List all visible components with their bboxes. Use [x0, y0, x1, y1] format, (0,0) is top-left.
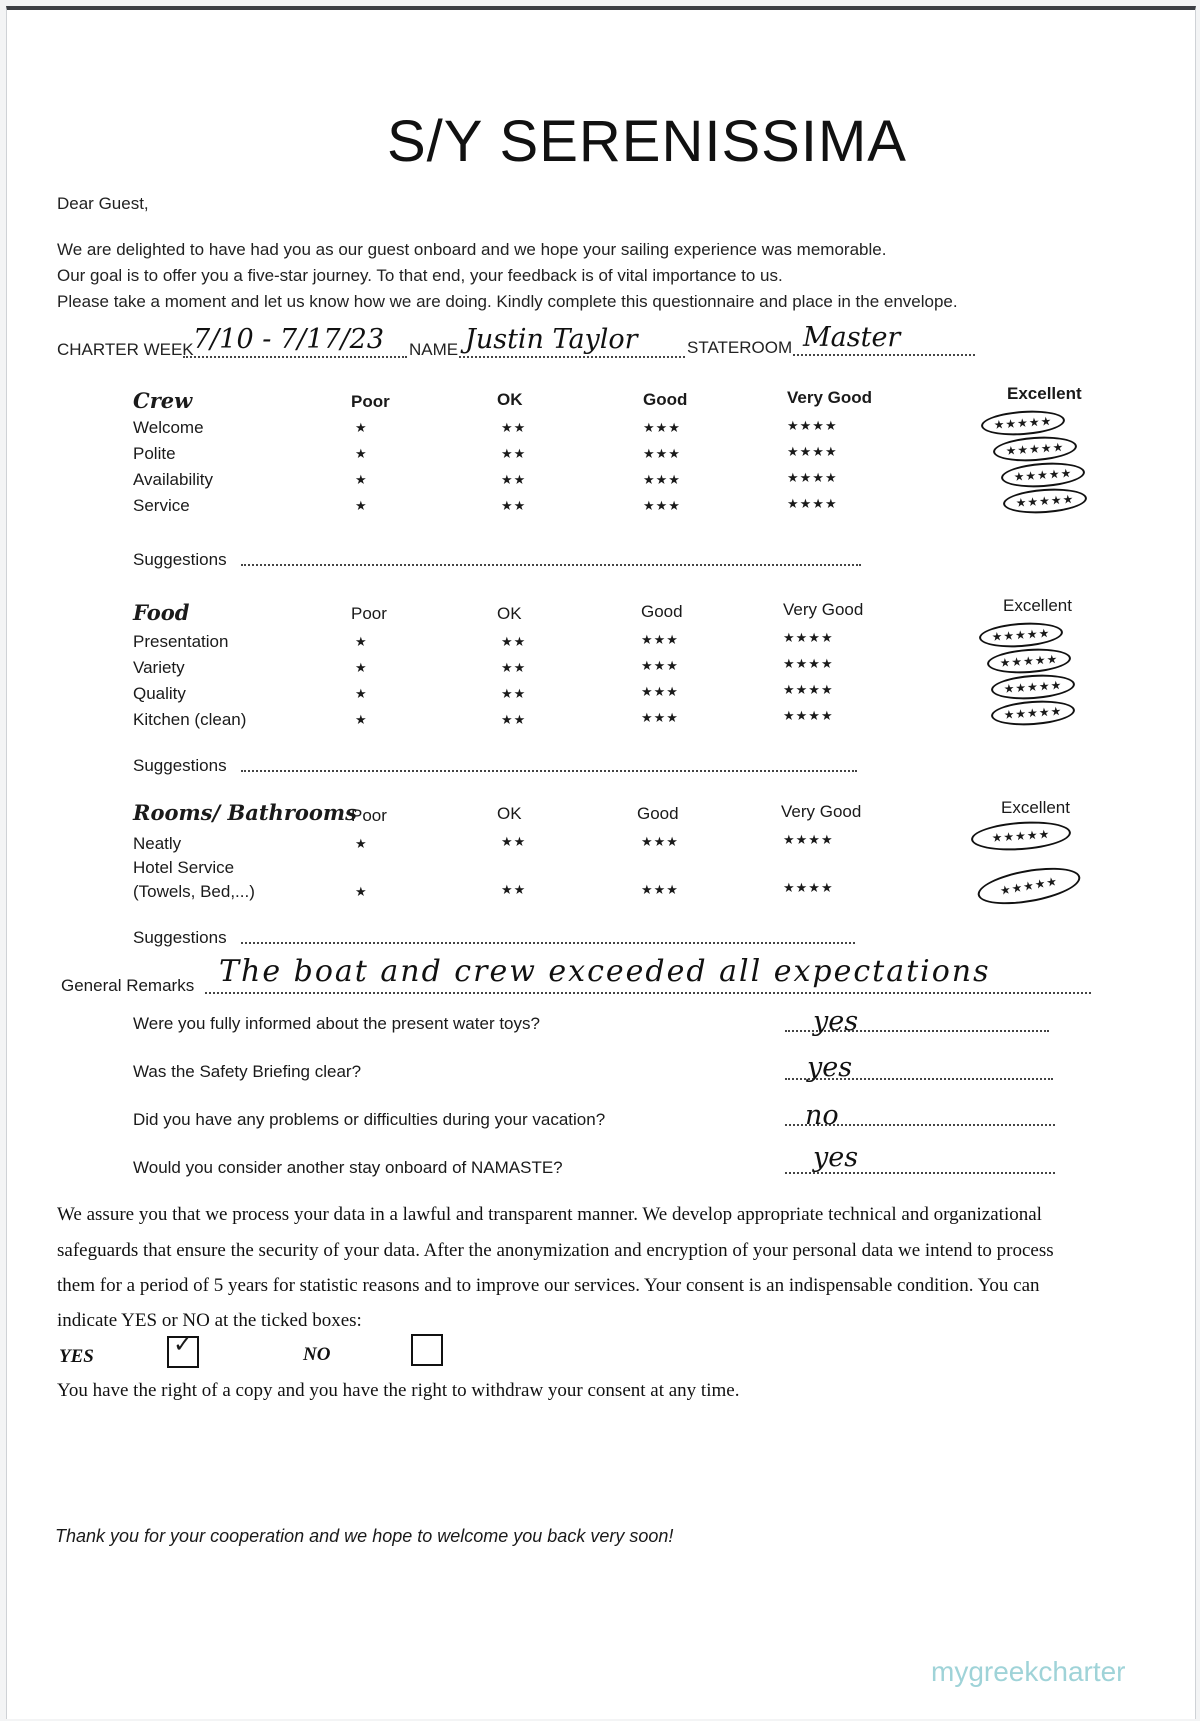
- crew-section-title: Crew: [133, 388, 193, 413]
- rights-notice: You have the right of a copy and you have the right to withdraw your consent at any time.: [57, 1380, 740, 1401]
- rating-excellent-selected[interactable]: ★★★★★: [980, 408, 1065, 438]
- rating-very-good[interactable]: ★★★★: [787, 444, 838, 459]
- rating-good[interactable]: ★★★: [641, 632, 679, 647]
- rating-excellent-selected[interactable]: ★★★★★: [990, 672, 1075, 702]
- rating-good[interactable]: ★★★: [643, 446, 681, 461]
- crew-col-ok: OK: [497, 390, 523, 409]
- crew-col-good: Good: [643, 390, 688, 409]
- rooms-col-poor: Poor: [351, 806, 387, 825]
- rooms-suggestions-field[interactable]: [241, 942, 855, 944]
- food-col-ok: OK: [497, 604, 522, 623]
- legal-line-2: safeguards that ensure the security of your data. After the anonymization and encryption of your personal data we intend to process: [57, 1240, 1054, 1261]
- rating-good[interactable]: ★★★: [641, 834, 679, 849]
- food-col-poor: Poor: [351, 604, 387, 623]
- consent-yes-checkbox[interactable]: [167, 1331, 199, 1368]
- rooms-col-very-good: Very Good: [781, 802, 862, 821]
- general-remarks-label: General Remarks: [61, 976, 195, 995]
- stateroom-field[interactable]: Master: [803, 322, 901, 353]
- crew-col-very-good: Very Good: [787, 388, 873, 407]
- rating-good[interactable]: ★★★: [641, 882, 679, 897]
- food-col-very-good: Very Good: [783, 600, 864, 619]
- food-suggestions-field[interactable]: [241, 770, 857, 772]
- general-remarks-field[interactable]: The boat and crew exceeded all expectations: [219, 954, 991, 989]
- rooms-col-good: Good: [637, 804, 679, 823]
- question-water-toys: Were you fully informed about the present water toys?: [133, 1014, 540, 1033]
- intro-line-2: Our goal is to offer you a five-star journey. To that end, your feedback is of vital importance to us.: [57, 266, 783, 285]
- stateroom-label: STATEROOM: [687, 338, 793, 357]
- legal-line-4: indicate YES or NO at the ticked boxes:: [57, 1310, 362, 1331]
- crew-row-welcome: Welcome: [133, 418, 204, 437]
- rating-good[interactable]: ★★★: [641, 658, 679, 673]
- rating-very-good[interactable]: ★★★★: [783, 656, 834, 671]
- crew-row-availability: Availability: [133, 470, 214, 489]
- answer-problems[interactable]: no: [805, 1100, 839, 1131]
- rating-very-good[interactable]: ★★★★: [783, 832, 834, 847]
- food-row-kitchen: Kitchen (clean): [133, 710, 247, 729]
- charter-week-label: CHARTER WEEK: [57, 340, 194, 359]
- question-safety-briefing: Was the Safety Briefing clear?: [133, 1062, 362, 1081]
- name-label: NAME: [409, 340, 459, 359]
- crew-row-service: Service: [133, 496, 190, 515]
- answer-another-stay[interactable]: yes: [813, 1142, 859, 1173]
- answer-water-toys[interactable]: yes: [813, 1006, 859, 1037]
- rating-excellent-selected[interactable]: ★★★★★: [990, 698, 1075, 728]
- food-col-excellent: Excellent: [1003, 596, 1072, 615]
- rating-ok[interactable]: ★★: [501, 686, 527, 701]
- rating-very-good[interactable]: ★★★★: [783, 682, 834, 697]
- rating-poor[interactable]: ★: [355, 498, 368, 513]
- food-col-good: Good: [641, 602, 683, 621]
- rating-good[interactable]: ★★★: [641, 684, 679, 699]
- rating-very-good[interactable]: ★★★★: [787, 496, 838, 511]
- food-row-quality: Quality: [133, 684, 186, 703]
- rating-excellent-selected[interactable]: ★★★★★: [992, 434, 1077, 464]
- rating-ok[interactable]: ★★: [501, 498, 527, 513]
- question-another-stay: Would you consider another stay onboard of NAMASTE?: [133, 1158, 563, 1177]
- thank-you-note: Thank you for your cooperation and we hope to welcome you back very soon!: [55, 1526, 674, 1546]
- rating-very-good[interactable]: ★★★★: [787, 470, 838, 485]
- question-problems: Did you have any problems or difficulties during your vacation?: [133, 1110, 606, 1129]
- crew-suggestions-label: Suggestions: [133, 550, 227, 569]
- rating-poor[interactable]: ★: [355, 712, 368, 727]
- rating-very-good[interactable]: ★★★★: [783, 880, 834, 895]
- rating-excellent-selected[interactable]: ★★★★★: [978, 620, 1063, 650]
- consent-no-label: NO: [303, 1344, 331, 1365]
- rating-excellent-selected[interactable]: ★★★★★: [975, 861, 1083, 911]
- rating-poor[interactable]: ★: [355, 884, 368, 899]
- rating-excellent-selected[interactable]: ★★★★★: [970, 819, 1072, 854]
- food-suggestions-label: Suggestions: [133, 756, 227, 775]
- rooms-section-title: Rooms/ Bathrooms: [133, 800, 357, 825]
- rating-poor[interactable]: ★: [355, 634, 368, 649]
- rating-good[interactable]: ★★★: [641, 710, 679, 725]
- crew-col-excellent: Excellent: [1007, 384, 1082, 403]
- crew-row-polite: Polite: [133, 444, 176, 463]
- crew-suggestions-field[interactable]: [241, 564, 861, 566]
- rooms-row-neatly: Neatly: [133, 834, 182, 853]
- legal-line-3: them for a period of 5 years for statistic reasons and to improve our services. Your consent is an indispensable condition. You can: [57, 1275, 1040, 1296]
- rating-ok[interactable]: ★★: [501, 420, 527, 435]
- rating-good[interactable]: ★★★: [643, 498, 681, 513]
- rating-ok[interactable]: ★★: [501, 712, 527, 727]
- rooms-row-towels: (Towels, Bed,...): [133, 882, 255, 901]
- rating-poor[interactable]: ★: [355, 660, 368, 675]
- rooms-suggestions-label: Suggestions: [133, 928, 227, 947]
- rating-poor[interactable]: ★: [355, 836, 368, 851]
- intro-line-1: We are delighted to have had you as our guest onboard and we hope your sailing experience was memorable.: [57, 240, 887, 259]
- rating-ok[interactable]: ★★: [501, 472, 527, 487]
- watermark-logo: mygreekcharter: [931, 1656, 1126, 1687]
- rooms-col-ok: OK: [497, 804, 522, 823]
- feedback-form: [6, 6, 1196, 1719]
- rating-poor[interactable]: ★: [355, 446, 368, 461]
- name-field[interactable]: Justin Taylor: [465, 324, 638, 355]
- rating-good[interactable]: ★★★: [643, 420, 681, 435]
- rating-excellent-selected[interactable]: ★★★★★: [1002, 486, 1087, 516]
- rating-poor[interactable]: ★: [355, 420, 368, 435]
- food-row-presentation: Presentation: [133, 632, 229, 651]
- greeting: Dear Guest,: [57, 194, 149, 213]
- rating-ok[interactable]: ★★: [501, 634, 527, 649]
- charter-week-field[interactable]: 7/10 - 7/17/23: [193, 324, 385, 355]
- food-row-variety: Variety: [133, 658, 185, 677]
- rating-good[interactable]: ★★★: [643, 472, 681, 487]
- yacht-title: S/Y SERENISSIMA: [387, 109, 907, 174]
- rating-ok[interactable]: ★★: [501, 882, 527, 897]
- rooms-row-hotel-service: Hotel Service: [133, 858, 235, 877]
- rating-ok[interactable]: ★★: [501, 834, 527, 849]
- rating-very-good[interactable]: ★★★★: [783, 708, 834, 723]
- legal-line-1: We assure you that we process your data in a lawful and transparent manner. We develop appropriate technical and organizational: [57, 1204, 1042, 1225]
- intro-line-3: Please take a moment and let us know how we are doing. Kindly complete this questionnaire and place in the envelope.: [57, 292, 958, 311]
- rating-ok[interactable]: ★★: [501, 446, 527, 461]
- food-section-title: Food: [133, 600, 190, 625]
- consent-no-checkbox[interactable]: [411, 1334, 443, 1366]
- rating-excellent-selected[interactable]: ★★★★★: [1000, 460, 1085, 490]
- rating-ok[interactable]: ★★: [501, 660, 527, 675]
- consent-yes-label: YES: [59, 1346, 94, 1367]
- rating-very-good[interactable]: ★★★★: [787, 418, 838, 433]
- rating-poor[interactable]: ★: [355, 472, 368, 487]
- rating-poor[interactable]: ★: [355, 686, 368, 701]
- rating-excellent-selected[interactable]: ★★★★★: [986, 646, 1071, 676]
- answer-safety-briefing[interactable]: yes: [807, 1052, 853, 1083]
- checkmark-icon: ✓: [173, 1331, 194, 1358]
- rating-very-good[interactable]: ★★★★: [783, 630, 834, 645]
- crew-col-poor: Poor: [351, 392, 390, 411]
- rooms-col-excellent: Excellent: [1001, 798, 1070, 817]
